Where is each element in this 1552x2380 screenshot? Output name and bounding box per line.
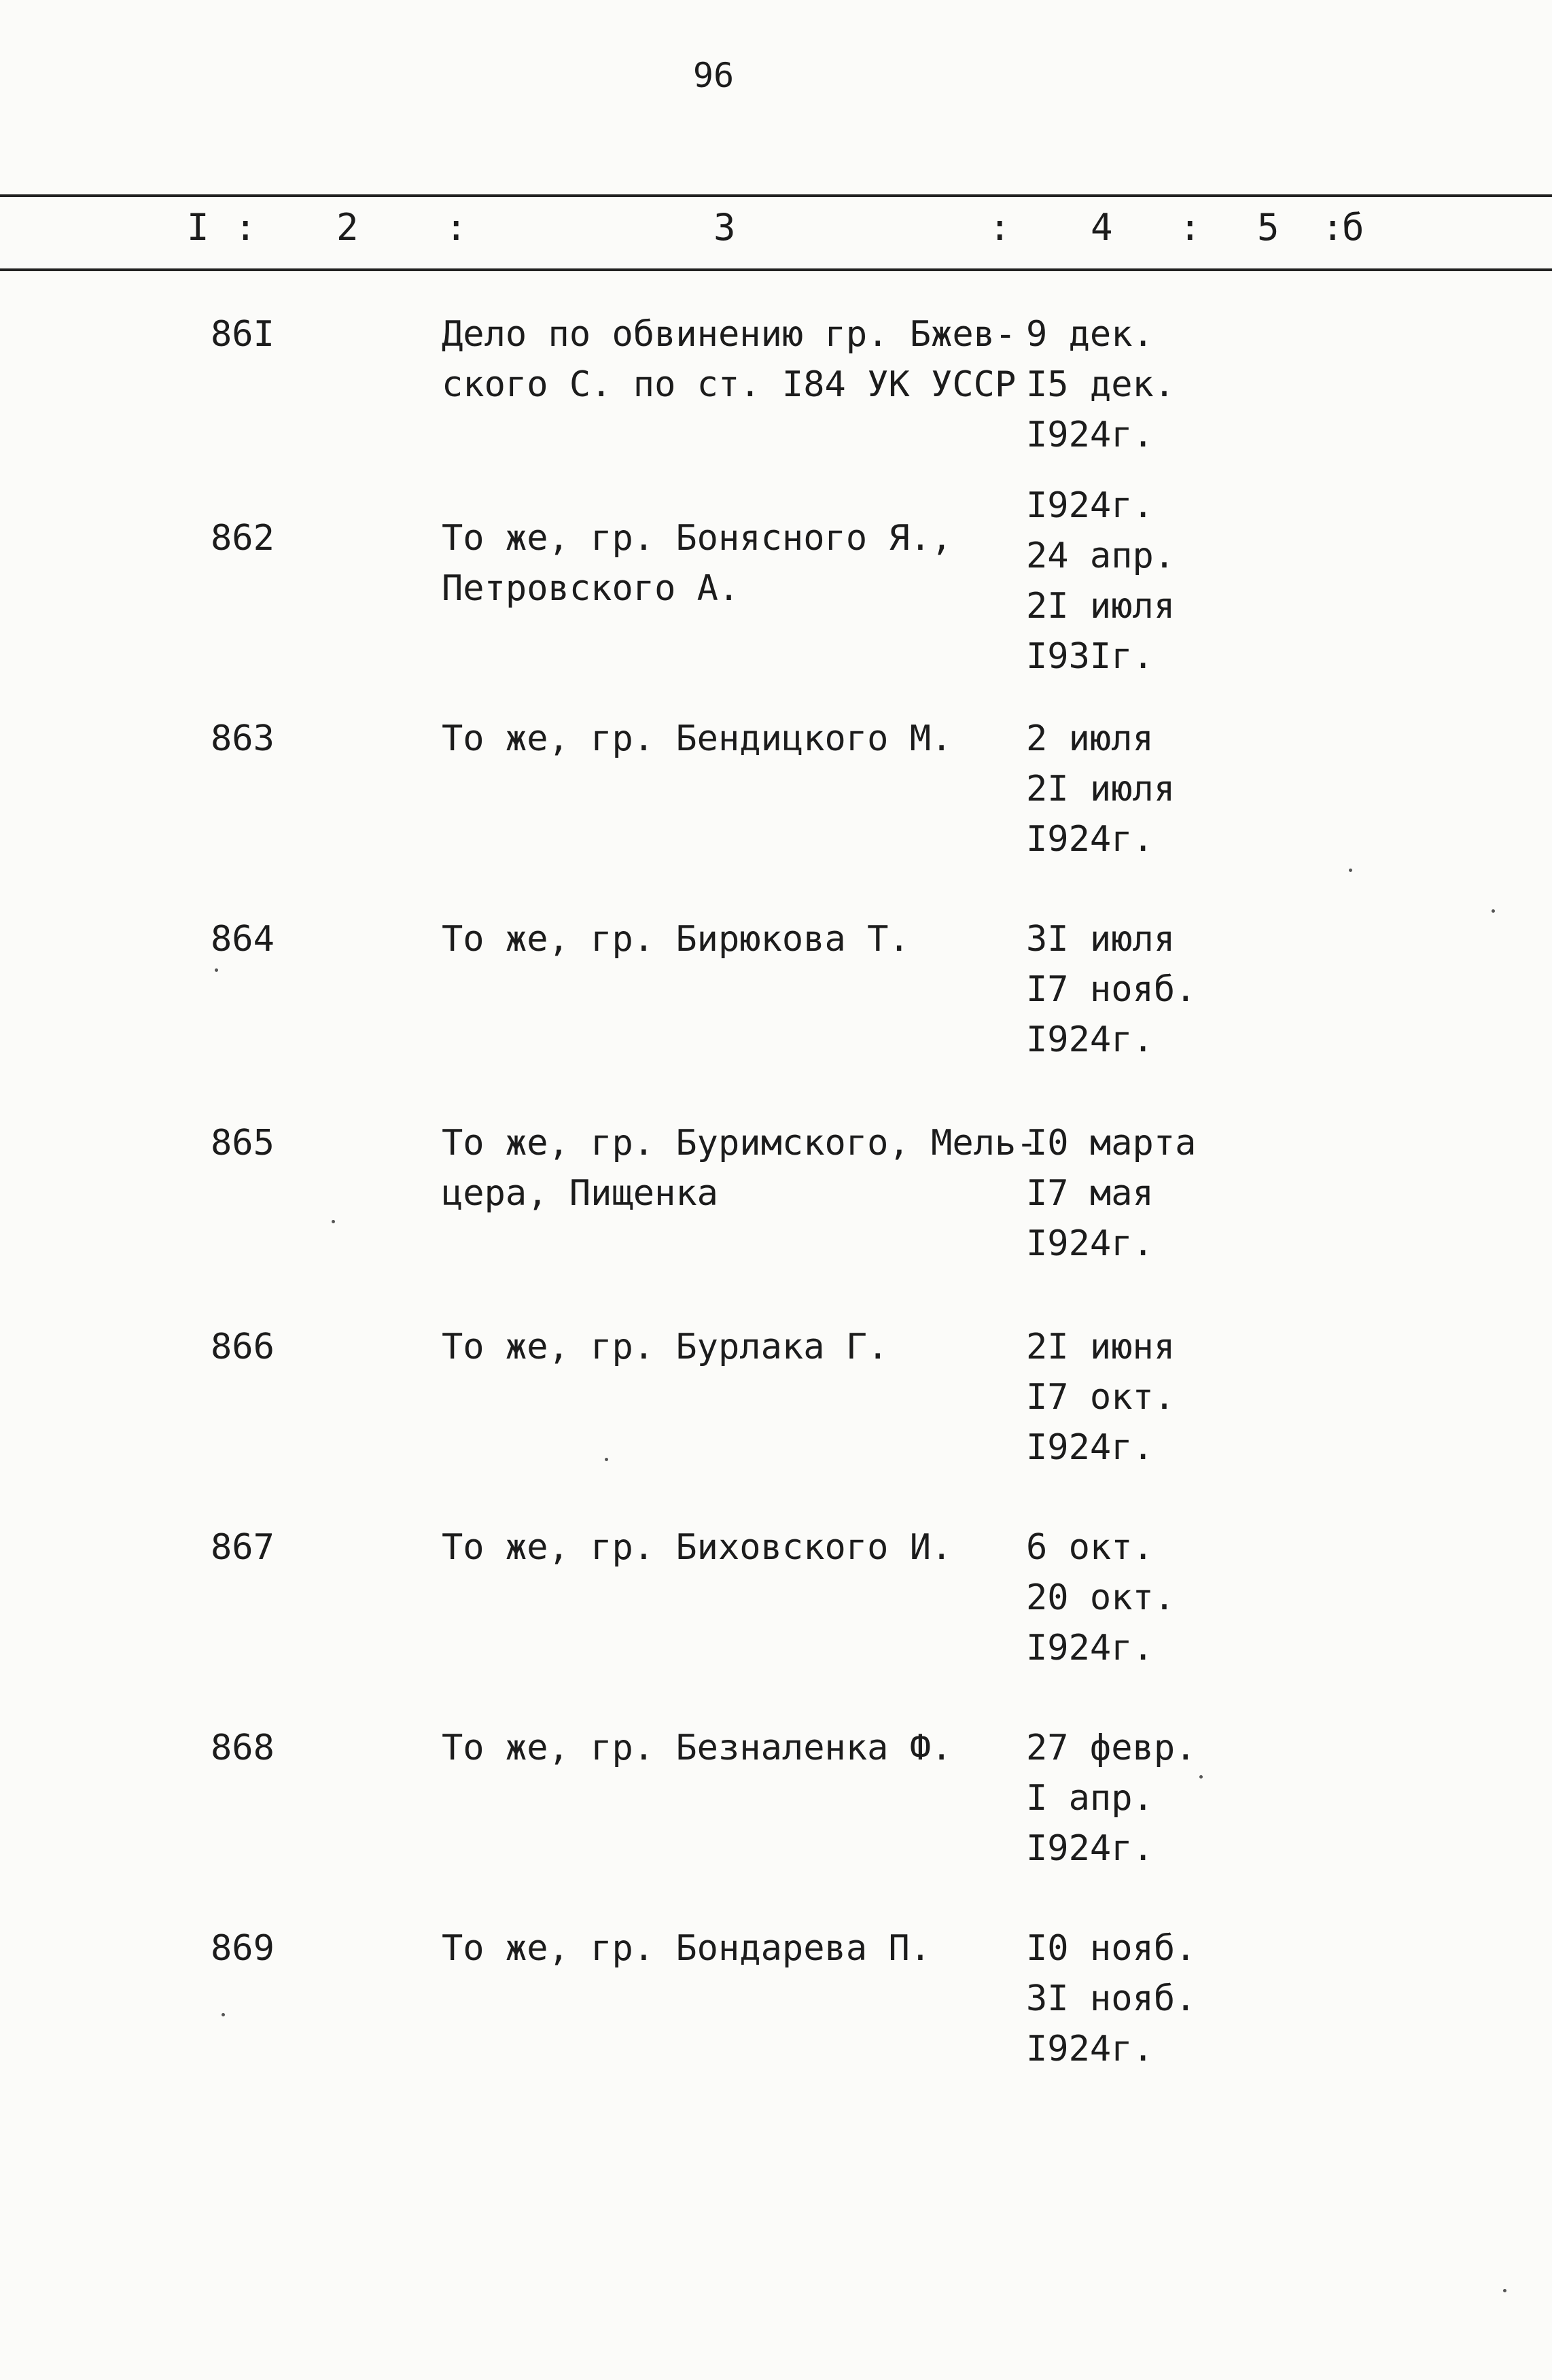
date-line: I924г. (1026, 1223, 1154, 1264)
header-col-2: 2 (336, 206, 359, 249)
date-line: I924г. (1026, 819, 1154, 860)
date-line: I7 нояб. (1026, 969, 1197, 1010)
entry-dates (1026, 1522, 1175, 1673)
paper-speck (1199, 1775, 1203, 1779)
entry-dates (1026, 714, 1175, 864)
date-line: 27 февр. (1026, 1728, 1197, 1768)
description-line: То же, гр. Буримского, Мель- (442, 1123, 1038, 1163)
date-line: I924г. (1026, 1019, 1154, 1060)
header-separator: : (989, 206, 1011, 249)
description-line: Петровского А. (442, 568, 740, 609)
paper-speck (1492, 909, 1495, 913)
description-line: То же, гр. Безналенка Ф. (442, 1728, 953, 1768)
header-top-rule (0, 194, 1552, 197)
date-line: 24 апр. (1026, 536, 1176, 576)
entry-description (442, 513, 952, 614)
description-line: То же, гр. Бендицкого М. (442, 718, 953, 759)
header-col-3: 3 (713, 206, 736, 249)
date-line: I924г. (1026, 1828, 1154, 1869)
entry-dates (1026, 1118, 1196, 1269)
entry-description (442, 1723, 952, 1773)
paper-speck (605, 1458, 608, 1461)
entry-description (442, 309, 1016, 410)
date-line: 3I нояб. (1026, 1978, 1197, 2019)
paper-speck (332, 1220, 335, 1223)
date-line: I93Iг. (1026, 636, 1154, 677)
description-line: То же, гр. Бирюкова Т. (442, 919, 910, 960)
entry-number: 866 (211, 1327, 275, 1367)
date-line: 6 окт. (1026, 1527, 1154, 1568)
date-line: 2 июля (1026, 718, 1154, 759)
header-separator: : (234, 206, 257, 249)
entry-description (442, 714, 952, 764)
paper-speck (222, 2013, 225, 2016)
page-number: 96 (692, 56, 735, 95)
date-line: I924г. (1026, 415, 1154, 455)
paper-speck (215, 968, 218, 972)
date-line: I924г. (1026, 485, 1154, 526)
date-line: I0 нояб. (1026, 1928, 1197, 1969)
date-line: I5 дек. (1026, 364, 1176, 405)
description-line: цера, Пищенка (442, 1173, 718, 1214)
entry-description (442, 1322, 888, 1372)
date-line: I7 мая (1026, 1173, 1154, 1214)
header-col-4: 4 (1091, 206, 1113, 249)
entry-number: 863 (211, 718, 275, 759)
header-col-5: 5 (1257, 206, 1280, 249)
header-separator: : (1322, 206, 1344, 249)
date-line: 2I июня (1026, 1327, 1176, 1367)
entry-dates (1026, 1723, 1196, 1874)
entry-number: 865 (211, 1123, 275, 1163)
paper-speck (1349, 869, 1352, 872)
entry-dates (1026, 309, 1175, 460)
header-separator: : (445, 206, 468, 249)
header-col-6: б (1342, 206, 1364, 249)
description-line: То же, гр. Бондарева П. (442, 1928, 932, 1969)
entry-number: 869 (211, 1928, 275, 1969)
paper-speck (1503, 2289, 1506, 2292)
entry-dates (1026, 914, 1196, 1065)
entry-number: 862 (211, 518, 275, 559)
date-line: I924г. (1026, 1628, 1154, 1668)
entry-description (442, 914, 910, 964)
date-line: I0 марта (1026, 1123, 1197, 1163)
entry-dates (1026, 1923, 1196, 2074)
entry-description (442, 1118, 1038, 1219)
entry-number: 868 (211, 1728, 275, 1768)
date-line: 20 окт. (1026, 1577, 1176, 1618)
entry-number: 864 (211, 919, 275, 960)
description-line: ского С. по ст. I84 УК УССР (442, 364, 1017, 405)
entry-description (442, 1522, 952, 1573)
date-line: I апр. (1026, 1778, 1154, 1819)
description-line: То же, гр. Бонясного Я., (442, 518, 953, 559)
entry-dates (1026, 1322, 1175, 1473)
description-line: То же, гр. Бурлака Г. (442, 1327, 889, 1367)
entry-description (442, 1923, 931, 1974)
date-line: 2I июля (1026, 586, 1176, 627)
date-line: I924г. (1026, 2029, 1154, 2069)
date-line: 3I июля (1026, 919, 1176, 960)
entry-number: 867 (211, 1527, 275, 1568)
date-line: I924г. (1026, 1427, 1154, 1468)
entry-dates (1026, 480, 1175, 682)
date-line: I7 окт. (1026, 1377, 1176, 1418)
entry-number: 86I (211, 314, 275, 355)
header-bottom-rule (0, 268, 1552, 271)
date-line: 9 дек. (1026, 314, 1154, 355)
header-col-1: I (187, 206, 209, 249)
date-line: 2I июля (1026, 769, 1176, 809)
description-line: Дело по обвинению гр. Бжев- (442, 314, 1017, 355)
description-line: То же, гр. Биховского И. (442, 1527, 953, 1568)
header-separator: : (1179, 206, 1201, 249)
